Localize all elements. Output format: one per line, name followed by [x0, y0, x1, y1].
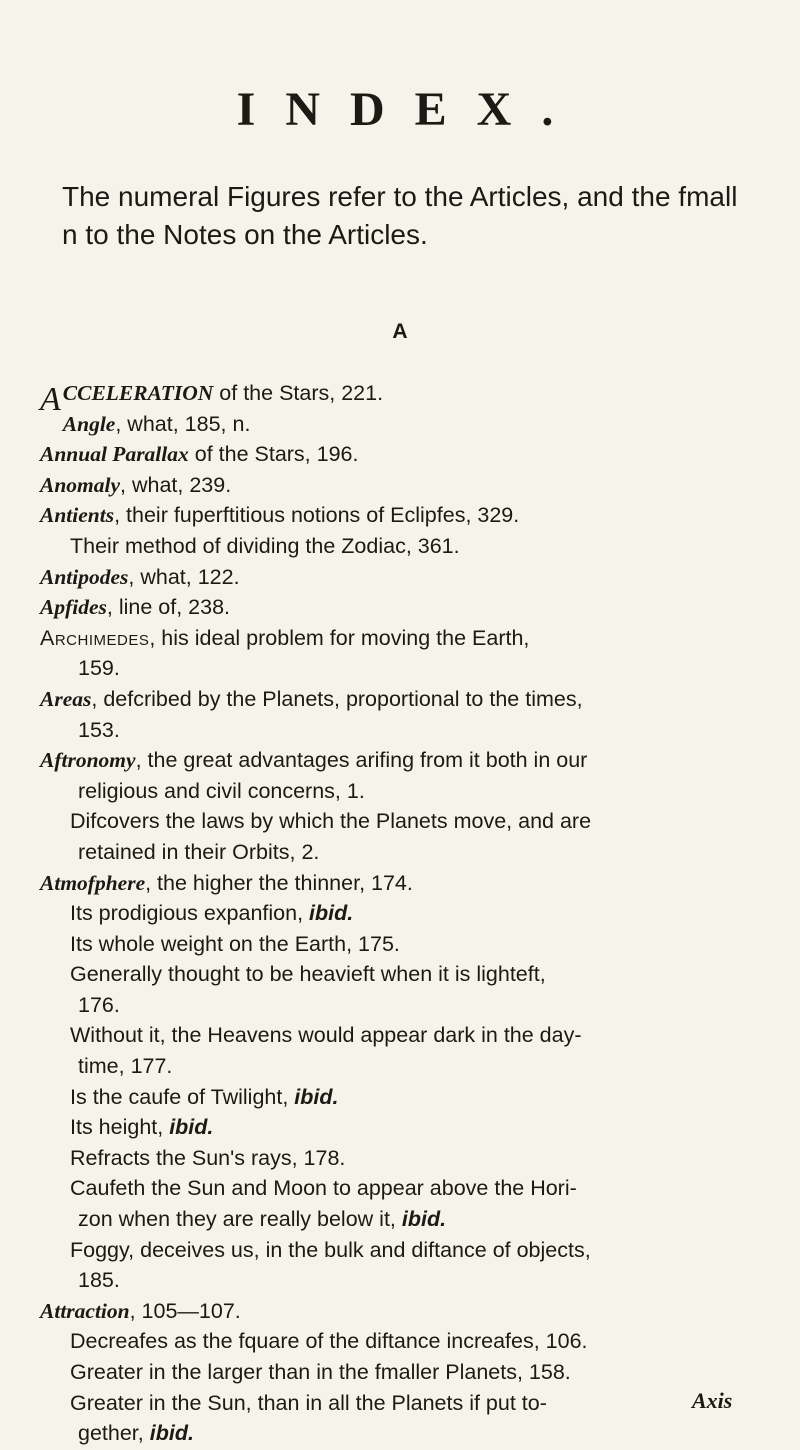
entry-heading: Atmofphere — [40, 870, 146, 895]
section-letter: A — [392, 320, 408, 343]
entry-continuation — [40, 1418, 775, 1449]
index-entry — [40, 1296, 775, 1327]
entry-continuation — [40, 1204, 775, 1235]
entry-heading: Apfides — [40, 595, 107, 620]
continuation-text: zon when they are really below it, — [78, 1207, 402, 1232]
entry-heading: Antipodes — [40, 564, 129, 589]
drop-cap: A — [40, 381, 61, 418]
index-entry — [40, 623, 775, 654]
sub-entry: Its whole weight on the Earth, 175. — [70, 931, 400, 956]
sub-entry — [40, 898, 775, 929]
entry-continuation: 176. — [78, 992, 120, 1017]
entry-heading: Aftronomy — [40, 748, 136, 773]
entry-continuation: time, 177. — [78, 1054, 173, 1079]
sub-entry: Decreafes as the fquare of the diftance increafes, 106. — [70, 1329, 588, 1354]
entry-text: of the Stars, 196. — [188, 442, 359, 467]
entry-heading: Anomaly — [40, 472, 121, 497]
continuation-text: gether, — [78, 1421, 150, 1446]
sub-entry-text: Its height, — [70, 1115, 170, 1140]
entry-heading: Archimedes — [40, 625, 150, 650]
entry-text: , his ideal problem for moving the Earth, — [149, 625, 530, 650]
entry-continuation: 185. — [78, 1268, 120, 1293]
sub-entry: Difcovers the laws by which the Planets move, and are — [70, 809, 592, 834]
entry-text: of the Stars, 221. — [213, 381, 384, 405]
entry-heading: Areas — [40, 686, 92, 711]
entry-text: , what, 185, n. — [115, 411, 251, 436]
ibid-ref: ibid. — [309, 901, 354, 926]
sub-entry: Refracts the Sun's rays, 178. — [70, 1145, 346, 1170]
entry-text: , what, 239. — [120, 472, 232, 497]
entry-continuation: 153. — [78, 717, 120, 742]
entry-text: , what, 122. — [128, 564, 240, 589]
ibid-ref: ibid. — [401, 1207, 447, 1232]
entry-heading: CCELERATION — [62, 381, 214, 405]
sub-entry: Their method of dividing the Zodiac, 361. — [70, 533, 460, 558]
entry-heading: Attraction — [40, 1298, 130, 1323]
entry-text: , defcribed by the Planets, proportional to the times, — [91, 686, 583, 711]
ibid-ref: ibid. — [294, 1084, 339, 1109]
index-entry — [40, 562, 775, 593]
page-title: INDEX. — [236, 83, 584, 136]
entry-text: , their fuperftitious notions of Eclipfes, 329. — [114, 503, 520, 528]
sub-entry: Foggy, deceives us, in the bulk and diftance of objects, — [70, 1237, 591, 1262]
catchword: Axis — [692, 1388, 733, 1413]
ibid-ref: ibid. — [169, 1115, 214, 1140]
index-entry — [40, 745, 775, 776]
entry-continuation: 159. — [78, 656, 120, 681]
index-entries — [40, 378, 775, 1449]
index-entry — [40, 684, 775, 715]
sub-entry: Generally thought to be heavieft when it is lighteft, — [70, 962, 546, 987]
entry-text: , the great advantages arifing from it both in our — [135, 748, 588, 773]
index-entry — [40, 470, 775, 501]
sub-entry — [40, 1112, 775, 1143]
entry-text: , 105—107. — [129, 1298, 241, 1323]
sub-entry-text: Its prodigious expanfion, — [70, 901, 310, 926]
index-entry — [40, 868, 775, 899]
sub-entry: Greater in the larger than in the fmaller Planets, 158. — [70, 1360, 571, 1384]
index-entry — [40, 409, 775, 440]
sub-entry — [40, 1082, 775, 1113]
entry-text: , line of, 238. — [106, 595, 231, 620]
sub-entry: Without it, the Heavens would appear dark in the day- — [70, 1023, 582, 1048]
sub-entry: Greater in the Sun, than in all the Planets if put to- — [70, 1390, 547, 1415]
sub-entry: Caufeth the Sun and Moon to appear above the Hori- — [70, 1176, 577, 1201]
entry-heading: Angle — [62, 411, 116, 436]
index-entry — [40, 439, 775, 470]
ibid-ref: ibid. — [149, 1421, 194, 1446]
entry-continuation: retained in their Orbits, 2. — [78, 839, 320, 864]
entry-heading: Annual Parallax — [40, 442, 189, 467]
index-entry — [40, 500, 775, 531]
index-entry — [40, 592, 775, 623]
entry-continuation: religious and civil concerns, 1. — [78, 778, 365, 803]
intro-note: The numeral Figures refer to the Articles, and the fmall n to the Notes on the Articles. — [62, 181, 738, 250]
sub-entry-text: Is the caufe of Twilight, — [70, 1084, 295, 1109]
entry-heading: Antients — [40, 503, 115, 528]
entry-text: , the higher the thinner, 174. — [145, 870, 413, 895]
index-entry — [40, 378, 775, 418]
